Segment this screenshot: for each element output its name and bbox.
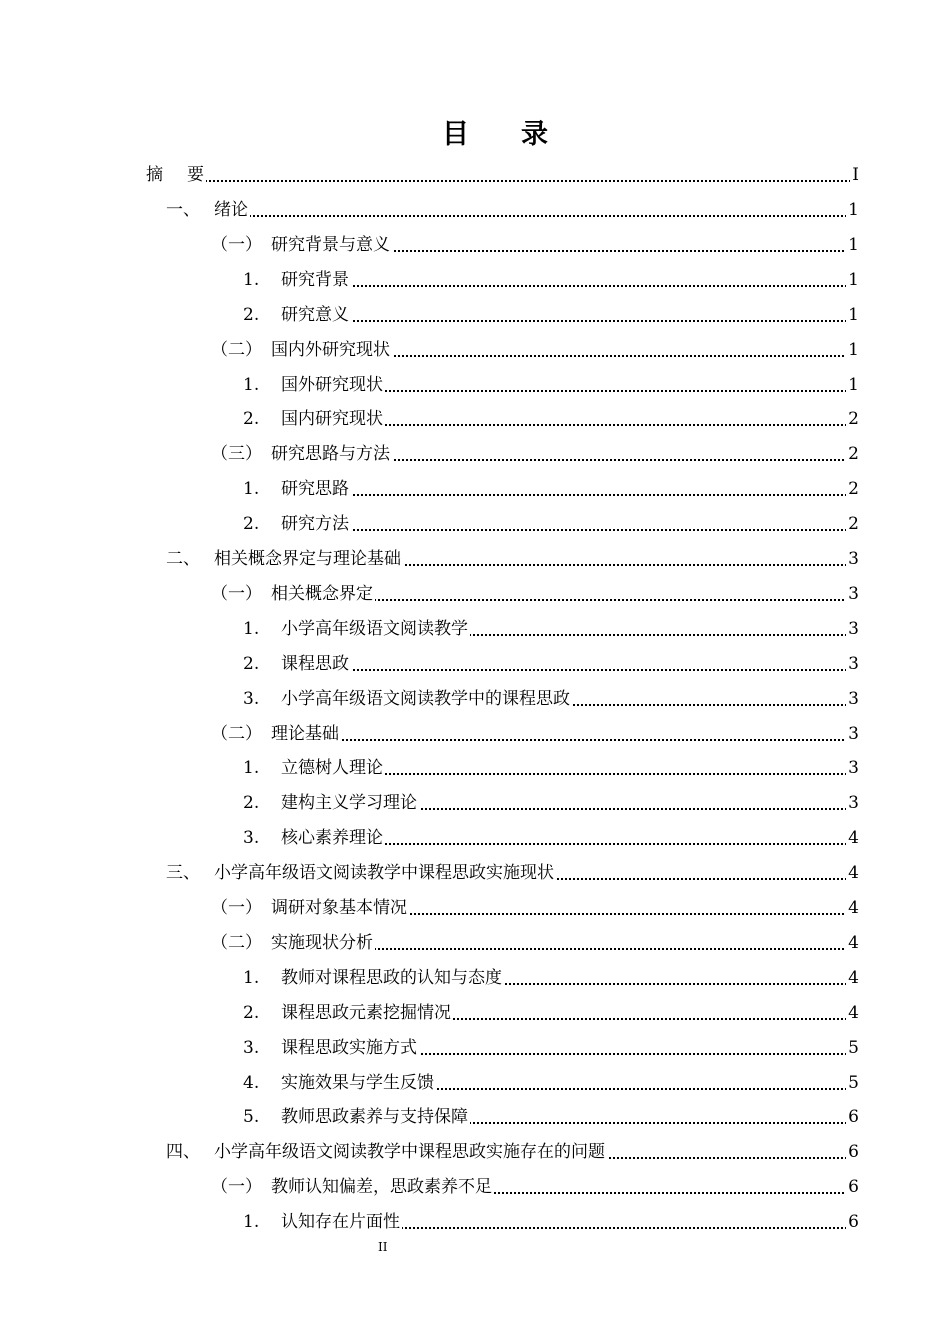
toc-entry-page: 2 [846,509,859,539]
dot-leader [146,180,855,182]
toc-entry-number: （二） [211,339,262,360]
toc-entry-number: （二） [211,932,262,953]
toc-entry-number: 2. [243,514,260,535]
toc-entry[interactable] [0,1137,950,1167]
toc-entry-text: 调研对象基本情况 [271,893,409,923]
toc-entry-page: 6 [846,1207,859,1237]
toc-entry-number: 四、 [166,1142,200,1163]
toc-title-char-1: 目 [442,119,469,150]
toc-title [0,112,950,151]
toc-entry-number: （二） [211,723,262,744]
toc-entry-text: 国外研究现状 [281,370,385,400]
toc-entry-page: 3 [846,614,859,644]
toc-entry-number: 二、 [166,549,200,569]
toc-entry-text: 相关概念界定与理论基础 [214,544,403,574]
toc-entry-text: 教师认知偏差，思政素养不足 [271,1172,494,1202]
toc-entry[interactable] [0,1068,950,1098]
toc-entry-page: 6 [846,1137,859,1167]
toc-entry-text: 建构主义学习理论 [281,788,419,818]
toc-entry-text: 立德树人理论 [281,753,385,783]
toc-entry-text: 国内研究现状 [281,404,385,434]
toc-entry-page: 6 [846,1172,859,1202]
toc-entry-page: 1 [846,195,859,225]
toc-entry-text: 教师对课程思政的认知与态度 [281,963,504,993]
toc-entry[interactable] [0,823,950,853]
toc-entry-number: （一） [211,234,262,255]
toc-entry-number: 5. [243,1107,260,1128]
toc-entry-text: 绪论 [214,195,250,225]
toc-entry[interactable] [0,579,950,609]
toc-entry-number: （一） [211,898,262,918]
toc-entry[interactable] [0,1172,950,1202]
toc-entry-page: I [850,160,859,190]
toc-entry-text: 小学高年级语文阅读教学中的课程思政 [281,684,572,714]
toc-entry-page: 1 [846,370,859,400]
toc-entry-number: 1. [243,269,260,290]
toc-entry-number: （一） [211,1177,262,1198]
toc-entry-number: 2. [243,409,260,430]
toc-entry-number: 1. [243,374,260,395]
toc-entry[interactable] [0,893,950,923]
toc-entry-text: 实施效果与学生反馈 [281,1068,436,1098]
toc-entry-page: 2 [846,404,859,434]
toc-entry[interactable] [0,509,950,539]
dot-leader [281,285,855,287]
toc-entry-number: 一、 [166,200,200,220]
toc-title-char-2: 录 [521,119,548,150]
toc-entry[interactable] [0,684,950,714]
toc-entry-page: 2 [846,439,859,469]
toc-entry-text: 摘 要 [146,160,206,190]
toc-entry[interactable] [0,404,950,434]
toc-entry-text: 小学高年级语文阅读教学中课程思政实施现状 [214,858,556,888]
toc-entry-text: 实施现状分析 [271,928,375,958]
dot-leader [281,320,855,322]
toc-entry[interactable] [0,544,950,574]
dot-leader [281,669,855,671]
toc-entry-page: 1 [846,230,859,260]
toc-entry-text: 小学高年级语文阅读教学中课程思政实施存在的问题 [214,1137,607,1167]
toc-entry[interactable] [0,1207,950,1237]
toc-entry-number: 2. [243,653,260,674]
toc-entry-text: 研究背景与意义 [271,230,392,260]
toc-entry-page: 5 [846,1033,859,1063]
toc-entry-text: 研究背景 [281,265,351,295]
page-footer-number: II [378,1240,388,1254]
toc-entry-page: 2 [846,474,859,504]
toc-entry-number: 3. [243,688,260,709]
toc-entry-text: 研究意义 [281,300,351,330]
toc-entry-text: 研究思路与方法 [271,439,392,469]
toc-entry[interactable] [0,265,950,295]
toc-entry-text: 国内外研究现状 [271,335,392,365]
toc-entry[interactable] [0,1033,950,1063]
toc-entry-page: 4 [846,893,859,923]
toc-entry-number: 2. [243,1002,260,1023]
toc-entry[interactable] [0,998,950,1028]
toc-entry-number: （三） [211,444,262,465]
toc-entry-page: 4 [846,963,859,993]
dot-leader [281,494,855,496]
toc-entry-number: 2. [243,304,260,325]
toc-entry[interactable] [0,195,950,225]
toc-entry-number: 1. [243,479,260,500]
toc-entry[interactable] [0,474,950,504]
toc-entry-page: 4 [846,823,859,853]
toc-entry-number: 三、 [166,863,200,884]
toc-entry-page: 3 [846,649,859,679]
toc-entry-page: 3 [846,753,859,783]
toc-entry-page: 4 [846,928,859,958]
toc-entry-number: 2. [243,793,260,814]
toc-entry-number: 1. [243,967,260,988]
toc-entry-text: 认知存在片面性 [281,1207,402,1237]
toc-entry[interactable] [0,963,950,993]
toc-entry-page: 1 [846,335,859,365]
toc-entry[interactable] [0,439,950,469]
toc-entry[interactable] [0,649,950,679]
toc-entry-number: 4. [243,1072,260,1093]
toc-entry-page: 1 [846,300,859,330]
toc-entry[interactable] [0,300,950,330]
toc-entry-page: 4 [846,858,859,888]
toc-entry-number: 1. [243,618,260,639]
toc-entry-number: （一） [211,583,262,604]
toc-entry-page: 3 [846,788,859,818]
dot-leader [281,529,855,531]
toc-entry-text: 核心素养理论 [281,823,385,853]
toc-entry[interactable] [0,230,950,260]
toc-entry-page: 3 [846,719,859,749]
toc-entry[interactable] [0,614,950,644]
toc-entry[interactable] [0,753,950,783]
toc-entry[interactable] [0,788,950,818]
toc-entry-text: 相关概念界定 [271,579,375,609]
toc-entry-text: 研究思路 [281,474,351,504]
toc-entry[interactable] [0,928,950,958]
toc-entry-text: 小学高年级语文阅读教学 [281,614,470,644]
toc-entry-text: 课程思政元素挖掘情况 [281,998,453,1028]
toc-entry-page: 5 [846,1068,859,1098]
toc-entry-number: 3. [243,1037,260,1058]
toc-entry-text: 课程思政 [281,649,351,679]
toc-entry[interactable] [0,1102,950,1132]
toc-entry-text: 研究方法 [281,509,351,539]
toc-entry-page: 3 [846,579,859,609]
toc-entry-page: 4 [846,998,859,1028]
toc-entry-page: 6 [846,1102,859,1132]
toc-entry[interactable] [0,858,950,888]
toc-entry[interactable] [0,719,950,749]
toc-entry-abstract[interactable] [0,160,950,190]
toc-entry-number: 1. [243,758,260,779]
toc-entry-page: 3 [846,684,859,714]
toc-entry-number: 3. [243,828,260,849]
toc-entry[interactable] [0,370,950,400]
toc-entry[interactable] [0,335,950,365]
dot-leader [271,739,855,741]
toc-entry-text: 理论基础 [271,719,341,749]
toc-entry-page: 3 [846,544,859,574]
dot-leader [214,215,855,217]
toc-entry-text: 教师思政素养与支持保障 [281,1102,470,1132]
toc-entry-text: 课程思政实施方式 [281,1033,419,1063]
toc-entry-page: 1 [846,265,859,295]
toc-entry-number: 1. [243,1212,260,1233]
